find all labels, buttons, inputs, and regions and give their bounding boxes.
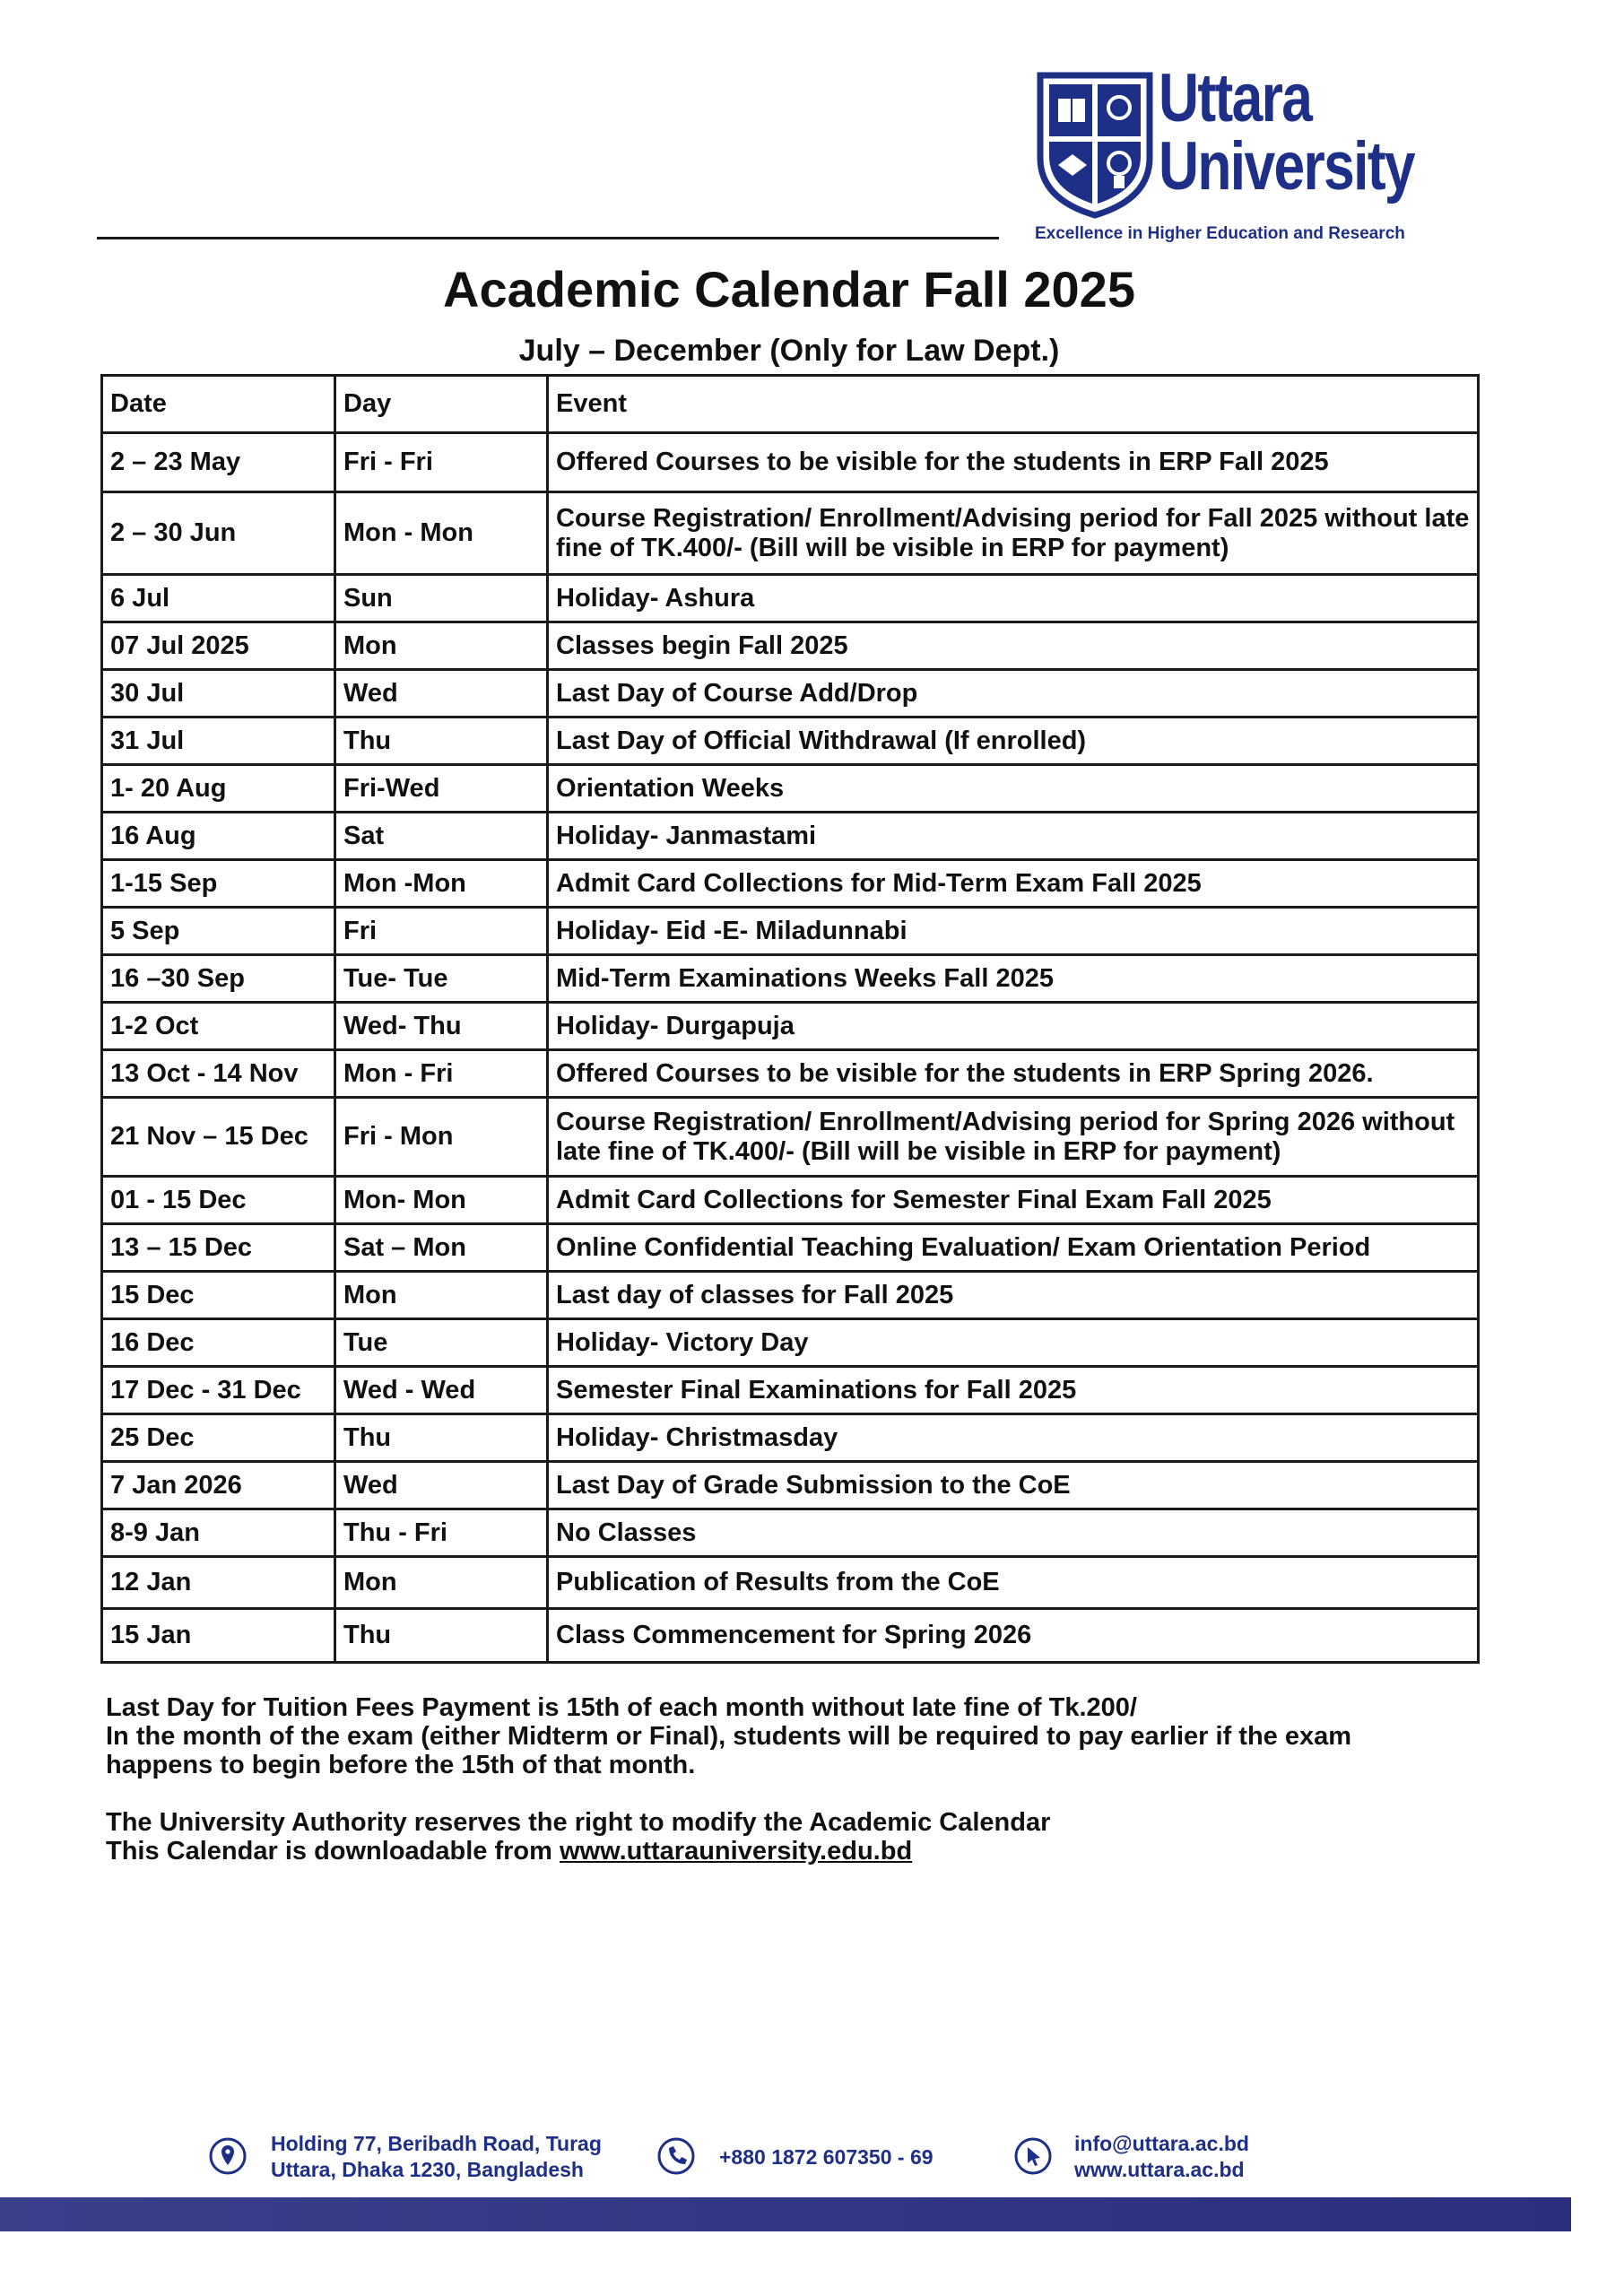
footer-phone: +880 1872 607350 - 69	[719, 2145, 934, 2169]
cell-day: Fri	[335, 908, 548, 955]
cell-day: Fri-Wed	[335, 765, 548, 813]
cell-date: 1-2 Oct	[102, 1003, 335, 1050]
cell-event: Last Day of Official Withdrawal (If enrolled)	[548, 718, 1479, 765]
cell-date: 5 Sep	[102, 908, 335, 955]
cell-day: Mon	[335, 622, 548, 670]
cell-day: Mon	[335, 1272, 548, 1319]
cell-day: Thu - Fri	[335, 1509, 548, 1557]
cell-date: 8-9 Jan	[102, 1509, 335, 1557]
table-row	[102, 1177, 1479, 1224]
footer-website[interactable]: www.uttara.ac.bd	[1074, 2158, 1245, 2181]
footer-email[interactable]: info@uttara.ac.bd	[1074, 2132, 1249, 2155]
cell-date: 07 Jul 2025	[102, 622, 335, 670]
table-row	[102, 1224, 1479, 1272]
cell-date: 16 Dec	[102, 1319, 335, 1367]
cell-date: 13 – 15 Dec	[102, 1224, 335, 1272]
note-authority: The University Authority reserves the right to modify the Academic Calendar	[106, 1808, 1051, 1837]
table-row	[102, 1462, 1479, 1509]
table-row	[102, 718, 1479, 765]
cursor-icon	[1013, 2136, 1053, 2176]
cell-date: 13 Oct - 14 Nov	[102, 1050, 335, 1098]
cell-day: Mon - Fri	[335, 1050, 548, 1098]
cell-day: Mon - Mon	[335, 492, 548, 575]
header-date: Date	[102, 376, 335, 433]
header-rule	[97, 237, 999, 239]
cell-event: Publication of Results from the CoE	[548, 1557, 1479, 1609]
table-header-row	[102, 376, 1479, 433]
cell-day: Wed	[335, 1462, 548, 1509]
cell-day: Tue	[335, 1319, 548, 1367]
cell-event: Course Registration/ Enrollment/Advising period for Fall 2025 without late fine of TK.400/- (Bill will be visible in ERP for payment)	[548, 492, 1479, 575]
cell-date: 6 Jul	[102, 575, 335, 622]
download-link[interactable]: www.uttarauniversity.edu.bd	[559, 1837, 913, 1866]
university-logo	[1031, 60, 1417, 249]
table-row	[102, 492, 1479, 575]
university-crest-icon	[1037, 72, 1153, 219]
table-row	[102, 670, 1479, 718]
header-day: Day	[335, 376, 548, 433]
cell-event: Last Day of Course Add/Drop	[548, 670, 1479, 718]
cell-date: 25 Dec	[102, 1414, 335, 1462]
table-row	[102, 1557, 1479, 1609]
cell-day: Mon	[335, 1557, 548, 1609]
cell-event: Offered Courses to be visible for the students in ERP Spring 2026.	[548, 1050, 1479, 1098]
cell-event: Admit Card Collections for Semester Final Exam Fall 2025	[548, 1177, 1479, 1224]
page-title: Academic Calendar Fall 2025	[443, 261, 1135, 317]
cell-event: Mid-Term Examinations Weeks Fall 2025	[548, 955, 1479, 1003]
cell-event: Course Registration/ Enrollment/Advising period for Spring 2026 without late fine of TK.400/- (Bill will be visible in ERP for payment)	[548, 1098, 1479, 1177]
note-exam-payment: In the month of the exam (either Midterm or Final), students will be required to pay earlier if the exam happens to begin before the 15th of that month.	[106, 1722, 1352, 1779]
footer-contact	[1074, 2131, 1249, 2183]
notes	[106, 1693, 1433, 1866]
cell-event: Holiday- Victory Day	[548, 1319, 1479, 1367]
cell-event: Last day of classes for Fall 2025	[548, 1272, 1479, 1319]
cell-date: 2 – 30 Jun	[102, 492, 335, 575]
table-row	[102, 1319, 1479, 1367]
footer-address: Holding 77, Beribadh Road, Turag Uttara, Dhaka 1230, Bangladesh	[271, 2132, 602, 2181]
table-row	[102, 1609, 1479, 1663]
table-row	[102, 1272, 1479, 1319]
cell-event: Admit Card Collections for Mid-Term Exam Fall 2025	[548, 860, 1479, 908]
note-tuition-deadline: Last Day for Tuition Fees Payment is 15th of each month without late fine of Tk.200/	[106, 1693, 1137, 1722]
cell-day: Thu	[335, 1609, 548, 1663]
table-row	[102, 860, 1479, 908]
cell-date: 21 Nov – 15 Dec	[102, 1098, 335, 1177]
cell-day: Tue- Tue	[335, 955, 548, 1003]
cell-day: Fri - Mon	[335, 1098, 548, 1177]
cell-day: Wed- Thu	[335, 1003, 548, 1050]
table-row	[102, 1414, 1479, 1462]
table-row	[102, 1050, 1479, 1098]
cell-event: Orientation Weeks	[548, 765, 1479, 813]
cell-event: Semester Final Examinations for Fall 2025	[548, 1367, 1479, 1414]
table-row	[102, 1003, 1479, 1050]
calendar-table	[100, 374, 1480, 1664]
cell-event: Holiday- Christmasday	[548, 1414, 1479, 1462]
cell-day: Fri - Fri	[335, 433, 548, 492]
cell-date: 30 Jul	[102, 670, 335, 718]
table-row	[102, 575, 1479, 622]
note-download: This Calendar is downloadable from www.uttarauniversity.edu.bd	[106, 1837, 913, 1866]
table-row	[102, 1098, 1479, 1177]
cell-event: Classes begin Fall 2025	[548, 622, 1479, 670]
header-event: Event	[548, 376, 1479, 433]
cell-day: Wed	[335, 670, 548, 718]
cell-date: 12 Jan	[102, 1557, 335, 1609]
location-pin-icon	[208, 2136, 248, 2176]
phone-icon	[656, 2136, 696, 2176]
cell-date: 16 –30 Sep	[102, 955, 335, 1003]
cell-date: 15 Dec	[102, 1272, 335, 1319]
cell-event: Last Day of Grade Submission to the CoE	[548, 1462, 1479, 1509]
table-row	[102, 908, 1479, 955]
cell-day: Sat – Mon	[335, 1224, 548, 1272]
cell-event: Holiday- Ashura	[548, 575, 1479, 622]
cell-day: Thu	[335, 1414, 548, 1462]
table-row	[102, 1509, 1479, 1557]
table-row	[102, 622, 1479, 670]
table-row	[102, 955, 1479, 1003]
cell-event: Offered Courses to be visible for the students in ERP Fall 2025	[548, 433, 1479, 492]
cell-event: Holiday- Eid -E- Miladunnabi	[548, 908, 1479, 955]
cell-day: Sun	[335, 575, 548, 622]
table-row	[102, 1367, 1479, 1414]
university-name: Uttara University	[1159, 60, 1414, 204]
cell-date: 2 – 23 May	[102, 433, 335, 492]
cell-event: Class Commencement for Spring 2026	[548, 1609, 1479, 1663]
table-row	[102, 433, 1479, 492]
table-row	[102, 813, 1479, 860]
cell-day: Wed - Wed	[335, 1367, 548, 1414]
table-row	[102, 765, 1479, 813]
cell-date: 01 - 15 Dec	[102, 1177, 335, 1224]
cell-date: 31 Jul	[102, 718, 335, 765]
footer-band	[0, 2197, 1571, 2231]
page-subtitle: July – December (Only for Law Dept.)	[518, 334, 1060, 368]
cell-date: 15 Jan	[102, 1609, 335, 1663]
cell-date: 17 Dec - 31 Dec	[102, 1367, 335, 1414]
cell-date: 7 Jan 2026	[102, 1462, 335, 1509]
university-tagline: Excellence in Higher Education and Research	[1035, 224, 1405, 243]
cell-day: Mon- Mon	[335, 1177, 548, 1224]
cell-date: 16 Aug	[102, 813, 335, 860]
cell-event: Holiday- Durgapuja	[548, 1003, 1479, 1050]
cell-event: Online Confidential Teaching Evaluation/ Exam Orientation Period	[548, 1224, 1479, 1272]
cell-event: No Classes	[548, 1509, 1479, 1557]
cell-date: 1- 20 Aug	[102, 765, 335, 813]
cell-event: Holiday- Janmastami	[548, 813, 1479, 860]
cell-day: Mon -Mon	[335, 860, 548, 908]
cell-date: 1-15 Sep	[102, 860, 335, 908]
cell-day: Sat	[335, 813, 548, 860]
cell-day: Thu	[335, 718, 548, 765]
